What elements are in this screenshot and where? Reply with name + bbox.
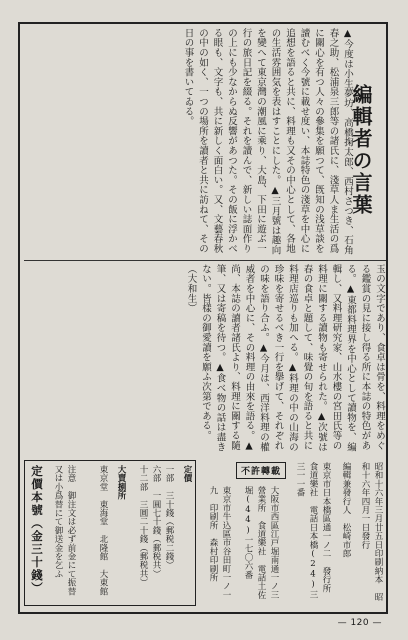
price-box — [24, 460, 196, 606]
note-text: 御注文は必ず前金にて振替又は小爲替にて御送金を乞ふ — [53, 465, 76, 596]
agents-header: 大賣捌所 — [116, 465, 126, 500]
editorial-signature: （大和生） — [185, 264, 197, 313]
colophon — [24, 460, 386, 610]
publisher-phone: 電話日本橋(24)三三一一番 — [295, 462, 318, 599]
issue-dates: 昭和十六年三月廿五日印刷納本 昭和十六年四月一日發行 — [360, 462, 383, 602]
printer-name: 森村印刷所 — [208, 538, 218, 582]
editorial-title: 編輯者の言葉 — [349, 84, 373, 216]
page-number: — 120 — — [337, 618, 382, 628]
publisher-address: 東京市日本橋區通一ノ二 — [321, 462, 331, 558]
sales-phone: 電話土佐堀(44)一七〇六番 — [243, 486, 266, 600]
editor-name: 松崎市郎 — [341, 522, 351, 558]
publisher-label: 發行所 — [321, 566, 331, 593]
sales-name: 食道樂社 — [256, 520, 266, 556]
sales-block — [238, 486, 280, 602]
price-row: 十二部 三圓二十錢（郵税共） — [138, 465, 148, 587]
editor-label: 編輯兼發行人 — [341, 462, 351, 515]
page-frame — [18, 22, 388, 614]
sales-address: 大阪市西區江戸堀南通一ノ三 — [269, 486, 279, 600]
price-row: 六部 一圓七十錢（郵税共） — [151, 465, 161, 579]
section-divider — [24, 260, 386, 261]
sales-label: 營業所 — [256, 486, 266, 513]
note-header: 注意 — [66, 465, 76, 483]
note-block — [49, 465, 77, 599]
price-header: 定價 — [182, 465, 192, 483]
editorial-lower-text — [24, 264, 386, 456]
editorial-upper-text: ▲今度は小生夢坊、高橋掬太郎、西村さつき、石角春之助、松浦泉三郎等の諸氏に、淺草人ま生活の爲に關心を有つ人々の參集を願つて、旣知の浅草談を讀むべく今號に載せ度い、本誌特色の淺草を中心に追想を語ると共に、料理も又その中心として、各地の生活雰囲気を表はすことにした。▲三月號は趣向を變へて東京灣の潮風に乘り、大島、下田に遊ぶ一行の旅日記を綴る。それを讀んで、新しい誌面作りの上にも少なからぬ反響があつた。その飯に浮かべる眼も、文字も、共に新しく面白い。又、文藝春秋の中の如く、一つの場所を讀者と共に訪ねて、その日の事を書いてゐる。 — [182, 28, 353, 255]
editorial-lower-body: 玉の文字であり、食卓は骨を、料理をめぐる鑑賞の見に接し得る所に本誌の特色がある。▲東都料理界を中心として讀物を、編輯し、又料理研究家、山水樓の宮田氏等の料理に關する讀物も寄せられた。▲次號は春の食卓と題して、味覺の旬を語ると共に料理店巡りも加へる。▲料理の中の山海の珍味を寄せるべき一行を擧げて、それぞれの味を語り合ふ。▲今月は、西洋料理の權威者を中心に、その料理の由來を語る。▲尚、本誌の讀者諸氏より、料理に關する隨筆、又は寄稿を待つ。▲食べ物の話は盡きない。皆樣の御愛讀を願ふ次第である。 — [200, 264, 385, 452]
publisher-block — [290, 462, 332, 602]
agents-text: 東京堂 東海堂 北隆館 大東館 — [98, 465, 108, 596]
editor-block — [338, 462, 352, 602]
printer-label: 印刷所 — [208, 503, 218, 530]
price-row: 一部 三十錢（郵税二錢） — [164, 465, 174, 570]
price-rows — [133, 465, 175, 599]
printer-block — [202, 486, 232, 602]
printer-address: 東京市牛込區市谷田町一ノ一九 — [208, 486, 231, 600]
publisher-name: 食道樂社 — [308, 462, 318, 497]
no-reprint-label: 不許轉載 — [236, 462, 286, 479]
cover-price: 定價本號（金三十錢） — [30, 465, 44, 595]
